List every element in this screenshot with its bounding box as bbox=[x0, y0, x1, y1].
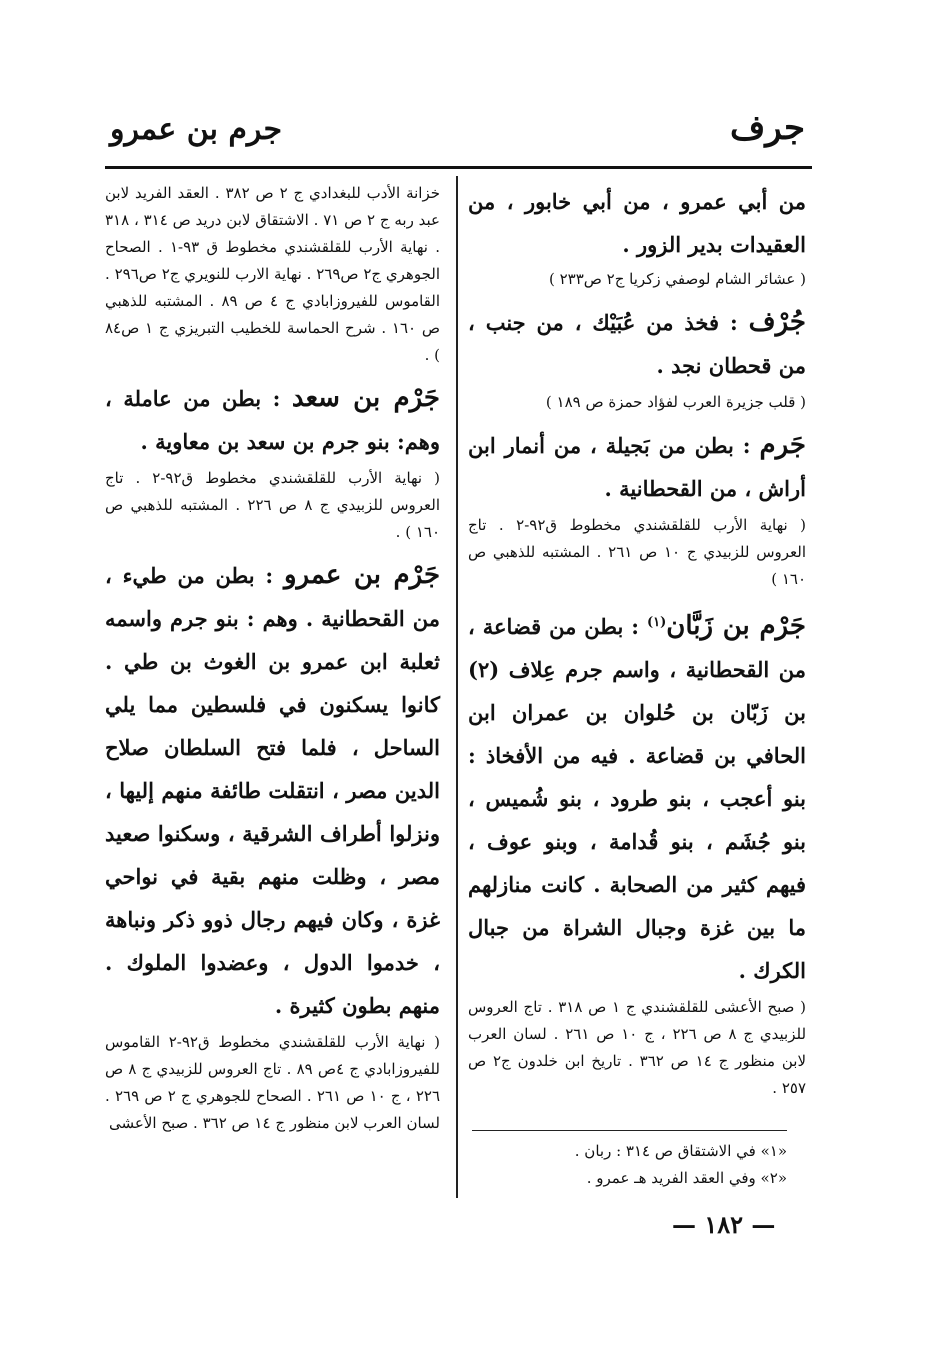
running-head-left: جرم بن عمرو bbox=[110, 112, 283, 147]
entry bbox=[105, 554, 440, 1027]
entry-text: : بطن من بَجيلة ، من أنمار ابن أراش ، من القحطانية . bbox=[468, 433, 806, 501]
reference: ( قلب جزيرة العرب لفؤاد حمزة ص ١٨٩ ) bbox=[545, 393, 806, 411]
paragraph: من أبي عمرو ، من أبي خابور ، من العقيدات بدير الزور . bbox=[468, 189, 806, 257]
entry-headword: جَرْم بن زَبَّان bbox=[666, 611, 806, 641]
entry bbox=[105, 377, 440, 463]
reference: ( صبح الأعشى للقلقشندي ج ١ ص ٣١٨ . تاج العروس للزبيدي ج ٨ ص ٢٢٦ ، ج ١٠ ص ٢٦١ . لسان العرب لابن منظور ج ١٤ ص ٣٦٢ . تاريخ ابن خلدون ج٢ ص ٢٥٧ . bbox=[468, 998, 807, 1097]
reference: ( نهاية الأرب للقلقشندي مخطوط ق٩٢-٢ القاموس للفيروزابادي ج ٤ص ٨٩ . تاج العروس للزبيدي ج ٨ ص ٢٢٦ ، ج ١٠ ص ٢٦١ . الصحاح للجوهري ج ٢ ص ٢٦٩ . لسان العرب لابن منظور ج ١٤ ص ٣٦٢ . صبح الأعشى bbox=[105, 1033, 441, 1132]
entry bbox=[468, 424, 806, 510]
reference: ( عشائر الشام لوصفي زكريا ج٢ ص٢٣٣ ) bbox=[548, 270, 806, 288]
reference: ( نهاية الأرب للقلقشندي مخطوط ق٩٢-٢ . تاج العروس للزبيدي ج ١٠ ص ٢٦١ . المشتبه للذهبي ص ١٦٠ ) bbox=[468, 516, 807, 588]
entry bbox=[468, 301, 806, 387]
entry-headword: جَرم bbox=[759, 430, 806, 460]
entry-text: : بطن من قضاعة ، من القحطانية ، واسم جرم عِلاف (٢) بن زَبّان بن حُلوان بن عمران ابن الحافي بن قضاعة . فيه من الأفخاذ : بنو أعجب ، بنو طرود ، بنو شُميس ، بنو جُشَم ، بنو قُدامة ، وبنو عوف ، فيهم كثير من الصحابة . كانت منازلهم ما بين غزة وجبال الشراة من جبال الكرك . bbox=[468, 614, 806, 983]
footnote-rule bbox=[472, 1130, 787, 1131]
entry-text: : فخذ من عُبَيْك ، من جنب ، من قحطان نجد . bbox=[468, 310, 806, 378]
footnote-marker: (١) bbox=[646, 615, 667, 630]
header-rule bbox=[105, 166, 812, 169]
right-column bbox=[468, 180, 806, 1110]
footnotes bbox=[472, 1138, 787, 1192]
page-number: — ١٨٢ — bbox=[672, 1210, 776, 1239]
entry-headword: جُرْف bbox=[748, 307, 806, 337]
reference: ( نهاية الأرب للقلقشندي مخطوط ق٩٢-٢ . تاج العروس للزبيدي ج ٨ ص ٢٢٦ . المشتبه للذهبي ص ١٦٠ ) . bbox=[105, 469, 441, 541]
entry-text: : بطن من طيء ، من القحطانية . وهم : بنو جرم واسمه ثعلبة ابن عمرو بن الغوث بن طي . كانوا يسكنون في فلسطين مما يلي الساحل ، فلما فتح السلطان صلاح الدين مصر ، انتقلت طائفة منهم إليها ، ونزلوا أطراف الشرقية ، وسكنوا صعيد مصر ، وظلت منهم بقية في نواحي غزة ، وكان فيهم رجال ذوو ذكر ونباهة ، خدموا الدول ، وعضدوا الملوك . منهم بطون كثيرة . bbox=[105, 563, 440, 1018]
entry-headword: جَرْم بن سعد bbox=[291, 383, 441, 413]
entry-text: : بطن من عاملة ، وهم: بنو جرم بن سعد بن معاوية . bbox=[105, 386, 440, 454]
entry bbox=[468, 601, 806, 992]
reference: خزانة الأدب للبغدادي ج ٢ ص ٣٨٢ . العقد الفريد لابن عبد ربه ج ٢ ص ٧١ . الاشتقاق لابن دريد ص ٣١٤ ، ٣١٨ . نهاية الأرب للقلقشندي مخطوط ق ٩٣-١ . الصحاح الجوهري ج٢ ص٢٦٩ . نهاية الارب للنويري ج٢ ص٢٩٦ . القاموس للفيروزابادي ج ٤ ص ٨٩ . المشتبه للذهبي ص ١٦٠ . شرح الحماسة للخطيب التبريزي ج ١ ص٨٤ ) . bbox=[105, 184, 441, 364]
footnote: «١» في الاشتقاق ص ٣١٤ : ربان . bbox=[574, 1142, 787, 1160]
running-head-right: جرف bbox=[729, 108, 805, 148]
footnote: «٢» وفي العقد الفريد هـ عمرو . bbox=[586, 1169, 787, 1187]
column-divider bbox=[456, 176, 458, 1198]
left-column bbox=[105, 180, 440, 1145]
entry-headword: جَرْم بن عمرو bbox=[283, 560, 441, 590]
